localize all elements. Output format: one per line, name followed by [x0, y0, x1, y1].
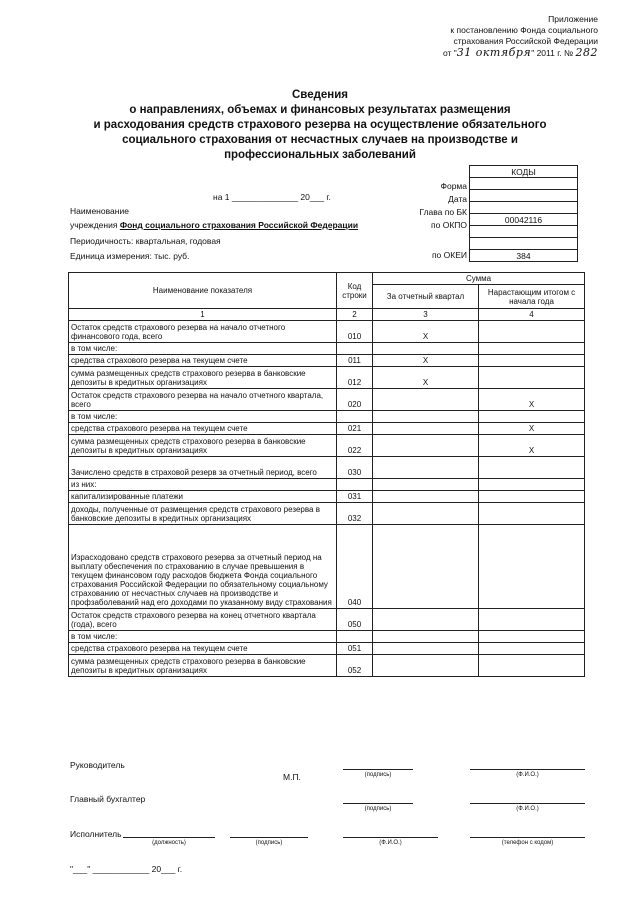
name-label: Наименование — [70, 206, 129, 216]
row-code: 012 — [337, 367, 373, 389]
chief-sign-line — [343, 803, 413, 804]
sign-date-line: "___" ____________ 20___ г. — [70, 864, 183, 874]
row-value-quarter — [373, 525, 479, 609]
row-value-quarter — [373, 503, 479, 525]
row-code: 022 — [337, 435, 373, 457]
row-name: сумма размещенных средств страхового резерва в банковские депозиты в кредитных организациях — [69, 435, 337, 457]
row-value-quarter — [373, 423, 479, 435]
row-value-cumulative — [479, 503, 585, 525]
row-value-quarter — [373, 343, 479, 355]
stamp-label: М.П. — [283, 772, 301, 782]
row-name: капитализированные платежи — [69, 491, 337, 503]
codes-header: КОДЫ — [470, 166, 578, 178]
exec-phone-caption: (телефон с кодом) — [501, 840, 554, 846]
table-row — [69, 411, 585, 423]
row-name: сумма размещенных средств страхового резерва в банковские депозиты в кредитных организациях — [69, 367, 337, 389]
title-line: профессиональных заболеваний — [224, 149, 416, 161]
header-cumulative: Нарастающим итогом с начала года — [479, 285, 585, 309]
code-bk — [470, 202, 578, 214]
row-name: доходы, полученные от размещения средств страхового резерва в банковские депозиты в кредитных организациях — [69, 503, 337, 525]
label-date: Дата — [448, 194, 467, 204]
row-name: Израсходовано средств страхового резерва за отчетный период на выплату обеспечения по страхованию в случае превышения в текущем финансовом году расходов бюджета Фонда социального страхования Российской Федерации по обязательному социальному страхованию от несчастных случаев на производстве и профзаболеваний над его доходами по указанному виду страхования — [69, 525, 337, 609]
appendix-line-3: страхования Российской Федерации — [453, 36, 598, 46]
row-code: 020 — [337, 389, 373, 411]
row-value-quarter — [373, 609, 479, 631]
header-period: За отчетный квартал — [373, 285, 479, 309]
document-title — [0, 88, 640, 163]
title-line: о направлениях, объемах и финансовых результатах размещения — [129, 104, 511, 116]
label-okpo: по ОКПО — [431, 220, 467, 230]
row-name: Зачислено средств в страховой резерв за отчетный период, всего — [69, 457, 337, 479]
row-code: 052 — [337, 655, 373, 677]
row-name: средства страхового резерва на текущем счете — [69, 423, 337, 435]
table-row — [69, 457, 585, 479]
institution-value: Фонд социального страхования Российской Федерации — [119, 220, 359, 230]
code-empty-1 — [470, 226, 578, 238]
row-value-cumulative — [479, 525, 585, 609]
row-name: средства страхового резерва на текущем счете — [69, 355, 337, 367]
exec-sign-caption: (подпись) — [255, 840, 283, 846]
institution-line — [70, 220, 358, 230]
report-date-line: на 1 ______________ 20___ г. — [213, 192, 331, 202]
code-okei: 384 — [470, 250, 578, 262]
table-row — [69, 423, 585, 435]
row-value-quarter — [373, 643, 479, 655]
head-label: Руководитель — [70, 760, 125, 770]
label-forma: Форма — [440, 181, 467, 191]
row-value-quarter: Х — [373, 367, 479, 389]
row-value-quarter — [373, 389, 479, 411]
row-code: 031 — [337, 491, 373, 503]
table-row — [69, 609, 585, 631]
header-code: Код строки — [337, 273, 373, 309]
label-okei: по ОКЕИ — [431, 250, 467, 260]
code-okpo: 00042116 — [470, 214, 578, 226]
row-value-quarter — [373, 411, 479, 423]
header-sum: Сумма — [373, 273, 585, 285]
row-value-cumulative — [479, 343, 585, 355]
head-sign-line — [343, 769, 413, 770]
head-fio-line — [470, 769, 585, 770]
row-value-cumulative — [479, 355, 585, 367]
row-code: 040 — [337, 525, 373, 609]
row-code — [337, 343, 373, 355]
row-value-quarter — [373, 457, 479, 479]
table-row — [69, 655, 585, 677]
code-date — [470, 190, 578, 202]
codes-labels — [419, 180, 467, 232]
title-line: Сведения — [291, 89, 349, 101]
exec-post-caption: (должность) — [152, 840, 186, 846]
table-row — [69, 491, 585, 503]
appendix-line-4: от "31 октября" 2011 г. № 282 — [442, 46, 598, 59]
exec-phone-line — [470, 837, 585, 838]
row-value-cumulative — [479, 609, 585, 631]
row-code: 030 — [337, 457, 373, 479]
table-row — [69, 389, 585, 411]
exec-fio-caption: (Ф.И.О.) — [379, 840, 402, 846]
table-row — [69, 525, 585, 609]
institution-label: учреждения — [70, 220, 118, 230]
row-value-quarter — [373, 479, 479, 491]
periodicity: Периодичность: квартальная, годовая — [70, 236, 221, 246]
row-name: в том числе: — [69, 631, 337, 643]
row-value-quarter — [373, 435, 479, 457]
code-forma — [470, 178, 578, 190]
row-value-cumulative: Х — [479, 389, 585, 411]
table-row — [69, 367, 585, 389]
header-name: Наименование показателя — [69, 273, 337, 309]
row-code: 051 — [337, 643, 373, 655]
row-code — [337, 411, 373, 423]
row-value-cumulative — [479, 457, 585, 479]
handwritten-date: 31 октября — [456, 46, 532, 59]
table-row — [69, 503, 585, 525]
row-value-quarter: Х — [373, 321, 479, 343]
table-row — [69, 435, 585, 457]
row-value-cumulative — [479, 491, 585, 503]
col-num: 1 — [69, 309, 337, 321]
row-value-quarter — [373, 631, 479, 643]
appendix-line-1: Приложение — [548, 14, 598, 24]
chief-sign-caption: (подпись) — [364, 806, 392, 812]
table-row — [69, 643, 585, 655]
chief-fio-caption: (Ф.И.О.) — [516, 806, 539, 812]
label-bk: Глава по БК — [419, 207, 467, 217]
row-code: 021 — [337, 423, 373, 435]
row-value-quarter — [373, 655, 479, 677]
handwritten-number: 282 — [575, 46, 598, 59]
chief-accountant-label: Главный бухгалтер — [70, 794, 146, 804]
row-value-cumulative: Х — [479, 435, 585, 457]
table-row — [69, 355, 585, 367]
row-name: сумма размещенных средств страхового резерва в банковские депозиты в кредитных организациях — [69, 655, 337, 677]
row-value-quarter — [373, 491, 479, 503]
row-code: 032 — [337, 503, 373, 525]
row-code — [337, 631, 373, 643]
row-code: 050 — [337, 609, 373, 631]
row-value-cumulative — [479, 631, 585, 643]
main-table — [68, 272, 585, 677]
col-num: 4 — [479, 309, 585, 321]
row-value-cumulative: Х — [479, 423, 585, 435]
table-row — [69, 479, 585, 491]
row-value-quarter: Х — [373, 355, 479, 367]
row-code: 010 — [337, 321, 373, 343]
table-row — [69, 321, 585, 343]
col-num: 2 — [337, 309, 373, 321]
head-sign-caption: (подпись) — [364, 772, 392, 778]
row-name: Остаток средств страхового резерва на начало отчетного квартала, всего — [69, 389, 337, 411]
row-name: Остаток средств страхового резерва на конец отчетного квартала (года), всего — [69, 609, 337, 631]
title-line: и расходования средств страхового резерва на осуществление обязательного — [93, 119, 547, 131]
row-value-cumulative — [479, 321, 585, 343]
head-fio-caption: (Ф.И.О.) — [516, 772, 539, 778]
row-value-cumulative — [479, 367, 585, 389]
row-value-cumulative — [479, 655, 585, 677]
appendix-line-2: к постановлению Фонда социального — [450, 25, 598, 35]
table-row — [69, 343, 585, 355]
row-name: средства страхового резерва на текущем счете — [69, 643, 337, 655]
exec-post-line — [123, 837, 215, 838]
col-num: 3 — [373, 309, 479, 321]
title-line: социального страхования от несчастных случаев на производстве и — [122, 134, 518, 146]
exec-fio-line — [343, 837, 438, 838]
unit: Единица измерения: тыс. руб. — [70, 251, 190, 261]
row-code: 011 — [337, 355, 373, 367]
row-code — [337, 479, 373, 491]
row-value-cumulative — [479, 411, 585, 423]
exec-sign-line — [230, 837, 308, 838]
row-value-cumulative — [479, 479, 585, 491]
table-row — [69, 631, 585, 643]
appendix-block — [443, 14, 598, 59]
row-value-cumulative — [479, 643, 585, 655]
chief-fio-line — [470, 803, 585, 804]
row-name: в том числе: — [69, 411, 337, 423]
row-name: в том числе: — [69, 343, 337, 355]
code-empty-2 — [470, 238, 578, 250]
executor-label: Исполнитель — [70, 829, 122, 839]
row-name: Остаток средств страхового резерва на начало отчетного финансового года, всего — [69, 321, 337, 343]
codes-table — [469, 165, 578, 262]
row-name: из них: — [69, 479, 337, 491]
